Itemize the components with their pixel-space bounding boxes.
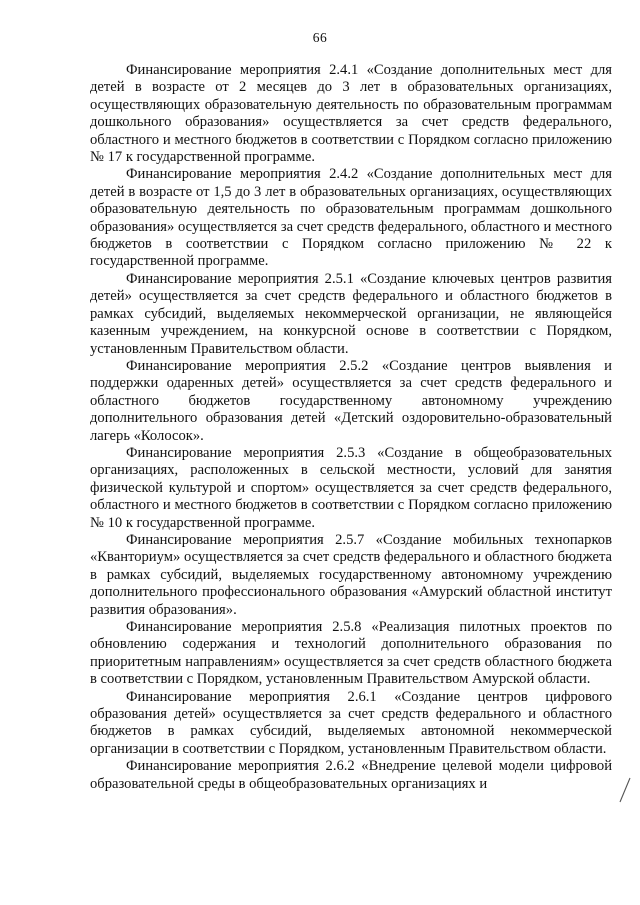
paragraph-2-5-2: Финансирование мероприятия 2.5.2 «Создание центров выявления и поддержки одаренных детей» осуществляется за счет средств федерального и областного бюджетов государственному автономному учреждению дополнительного образования детей «Детский оздоровительно-образовательный лагерь «Колосок». (90, 357, 612, 444)
paragraph-2-6-1: Финансирование мероприятия 2.6.1 «Создание центров цифрового образования детей» осуществляется за счет средств федерального и областного бюджетов в рамках субсидий, выделяемых автономной некоммерческой организации в соответствии с Порядком, установленным Правительством области. (90, 688, 612, 757)
pen-mark (618, 776, 632, 804)
document-body (90, 62, 612, 793)
paragraph-2-5-8: Финансирование мероприятия 2.5.8 «Реализация пилотных проектов по обновлению содержания и технологий дополнительного образования по приоритетным направлениям» осуществляется за счет средств областного бюджета в соответствии с Порядком, установленным Правительством Амурской области. (90, 619, 612, 688)
paragraph-2-6-2: Финансирование мероприятия 2.6.2 «Внедрение целевой модели цифровой образовательной среды в общеобразовательных организациях и (90, 758, 612, 792)
paragraph-2-5-3: Финансирование мероприятия 2.5.3 «Создание в общеобразовательных организациях, расположенных в сельской местности, условий для занятия физической культурой и спортом» осуществляется за счет средств федерального, областного и местного бюджетов в соответствии с Порядком согласно приложению № 10 к государственной программе. (90, 444, 612, 531)
paragraph-2-5-7: Финансирование мероприятия 2.5.7 «Создание мобильных технопарков «Кванториум» осуществляется за счет средств федерального и областного бюджета в рамках субсидий, выделяемых государственному автономному учреждению дополнительного профессионального образования «Амурский областной институт развития образования». (90, 531, 612, 618)
paragraph-2-5-1: Финансирование мероприятия 2.5.1 «Создание ключевых центров развития детей» осуществляется за счет средств федерального и областного бюджетов в рамках субсидий, выделяемых некоммерческой организации, не являющейся казенным учреждением, на конкурсной основе в соответствии с Порядком, установленным Правительством области. (90, 270, 612, 357)
paragraph-2-4-2: Финансирование мероприятия 2.4.2 «Создание дополнительных мест для детей в возрасте от 1,5 до 3 лет в образовательных организациях, осуществляющих образовательную деятельность по образовательным программам дошкольного образования» осуществляется за счет средств федерального, областного и местного бюджетов в соответствии с Порядком согласно приложению № 22 к государственной программе. (90, 166, 612, 270)
paragraph-2-4-1: Финансирование мероприятия 2.4.1 «Создание дополнительных мест для детей в возрасте от 2 месяцев до 3 лет в образовательных организациях, осуществляющих образовательную деятельность по образовательным программам дошкольного образования» осуществляется за счет средств федерального, областного и местного бюджетов в соответствии с Порядком согласно приложению № 17 к государственной программе. (90, 62, 612, 166)
page-number: 66 (312, 30, 328, 45)
